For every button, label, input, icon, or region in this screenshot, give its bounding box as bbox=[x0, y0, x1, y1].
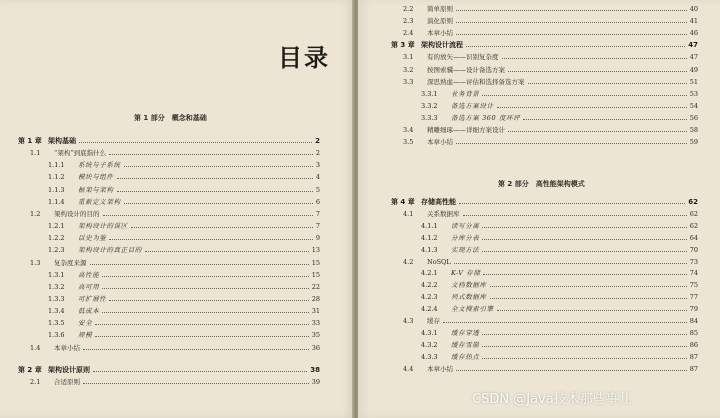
toc-entry-number: 3.3.1 bbox=[421, 89, 438, 98]
toc-entry-number: 1.2.2 bbox=[48, 234, 65, 243]
toc-entry-number: 第 1 章 bbox=[18, 137, 42, 145]
toc-entry-title: 本章小结 bbox=[427, 138, 453, 147]
toc-entry-number: 1.3.5 bbox=[48, 319, 65, 328]
toc-entry-title: 安全 bbox=[78, 319, 93, 328]
toc-entry-number: 1.3 bbox=[30, 258, 41, 267]
toc-page-number: 2 bbox=[315, 137, 320, 145]
toc-leader-dots bbox=[528, 83, 687, 84]
toc-entry-row bbox=[391, 292, 698, 302]
toc-leader-dots bbox=[109, 239, 312, 240]
toc-entry-number: 1.2 bbox=[30, 209, 41, 218]
toc-entry-title: 以史为鉴 bbox=[78, 234, 107, 243]
toc-page-number: 15 bbox=[311, 270, 320, 279]
toc-entry-number: 1.2.1 bbox=[48, 222, 65, 231]
toc-entry-title: 按图索骥——设计备选方案 bbox=[427, 65, 505, 74]
toc-entry-row bbox=[391, 77, 698, 87]
toc-page-number: 36 bbox=[311, 343, 320, 352]
toc-title: 目录 bbox=[278, 44, 330, 72]
toc-leader-dots bbox=[497, 107, 687, 108]
toc-leader-dots bbox=[483, 274, 686, 275]
csdn-watermark: CSDN @Java技术那些事儿 bbox=[472, 392, 632, 407]
toc-leader-dots bbox=[109, 154, 313, 155]
toc-entry-title: 架构基础 bbox=[48, 137, 76, 145]
toc-entry-row bbox=[391, 65, 698, 75]
toc-entry-number: 第 2 章 bbox=[18, 365, 42, 374]
toc-entry-number: 1.3.3 bbox=[48, 294, 65, 303]
toc-entry-row bbox=[18, 233, 320, 243]
toc-entry-row bbox=[18, 209, 320, 219]
toc-leader-dots bbox=[482, 227, 686, 228]
toc-page-number: 59 bbox=[689, 138, 698, 147]
toc-chapter-row bbox=[391, 197, 698, 207]
toc-entry-title: 规模 bbox=[78, 331, 93, 340]
toc-chapter-row bbox=[18, 365, 320, 375]
toc-entry-row bbox=[391, 268, 698, 278]
toc-entry-title: NoSQL bbox=[427, 257, 451, 266]
toc-entry-number: 4.2 bbox=[403, 257, 414, 266]
toc-entry-title: 深思熟虑——评估和选择备选方案 bbox=[427, 77, 525, 86]
toc-page-number: 15 bbox=[311, 258, 320, 267]
toc-entry-row bbox=[391, 245, 698, 255]
toc-leader-dots bbox=[456, 143, 687, 144]
toc-page-number: 62 bbox=[689, 209, 698, 218]
toc-entry-title: 存储高性能 bbox=[421, 198, 456, 206]
toc-entry-row bbox=[18, 306, 320, 316]
toc-leader-dots bbox=[490, 286, 687, 287]
toc-entry-number: 2.4 bbox=[403, 29, 414, 38]
toc-page-number: 58 bbox=[689, 126, 698, 134]
toc-page-number: 84 bbox=[689, 317, 698, 325]
toc-entry-number: 4.3.2 bbox=[421, 340, 438, 349]
toc-entry-row bbox=[18, 197, 320, 207]
toc-entry-row bbox=[391, 316, 698, 326]
toc-entry-number: 第 3 章 bbox=[391, 41, 415, 50]
toc-leader-dots bbox=[443, 322, 687, 323]
toc-entry-number: 3.2 bbox=[403, 65, 414, 74]
toc-entry-row bbox=[391, 89, 698, 99]
toc-leader-dots bbox=[482, 239, 686, 240]
toc-entry-number: 1.3.1 bbox=[48, 270, 65, 279]
toc-entry-title: 备选方案设计 bbox=[451, 101, 494, 110]
toc-page-number: 75 bbox=[689, 281, 698, 290]
toc-entry-row bbox=[18, 294, 320, 304]
toc-page-number: 28 bbox=[311, 294, 320, 303]
toc-entry-title: 可扩展性 bbox=[78, 294, 107, 303]
toc-entry-row bbox=[18, 221, 320, 231]
toc-entry-number: 4.2.4 bbox=[421, 305, 438, 314]
toc-entry-number: 3.3 bbox=[403, 77, 414, 86]
toc-leader-dots bbox=[90, 264, 309, 265]
toc-leader-dots bbox=[482, 358, 686, 359]
toc-page-number: 2 bbox=[315, 149, 320, 158]
toc-page-number: 62 bbox=[688, 198, 698, 206]
toc-page-number: 87 bbox=[689, 364, 698, 373]
toc-leader-dots bbox=[482, 334, 686, 335]
toc-leader-dots bbox=[95, 336, 309, 337]
toc-entry-title: 业务背景 bbox=[451, 89, 480, 98]
toc-page-number: 46 bbox=[689, 29, 698, 38]
toc-page-number: 31 bbox=[311, 307, 320, 316]
toc-page-number: 22 bbox=[311, 282, 320, 291]
toc-entry-row bbox=[391, 52, 698, 62]
toc-entry-number: 1.3.2 bbox=[48, 282, 65, 291]
part-heading: 第 1 部分 概念和基础 bbox=[134, 114, 207, 122]
toc-entry-number: 第 4 章 bbox=[391, 198, 415, 206]
toc-page-number: 86 bbox=[689, 340, 698, 349]
left-page bbox=[0, 0, 354, 418]
toc-entry-number: 4.4 bbox=[403, 364, 414, 373]
toc-entry-row bbox=[391, 28, 698, 38]
toc-entry-row bbox=[391, 101, 698, 111]
toc-entry-title: 架构设计的误区 bbox=[78, 222, 128, 231]
toc-leader-dots bbox=[456, 22, 687, 23]
toc-chapter-row bbox=[18, 136, 320, 146]
toc-leader-dots bbox=[109, 300, 308, 301]
toc-entry-row bbox=[18, 160, 320, 170]
toc-entry-row bbox=[391, 328, 698, 338]
toc-entry-number: 1.3.4 bbox=[48, 307, 65, 316]
toc-entry-title: 备选方案 360 度环评 bbox=[451, 113, 521, 122]
toc-leader-dots bbox=[102, 312, 308, 313]
toc-entry-row bbox=[18, 377, 320, 387]
toc-page-number: 54 bbox=[689, 101, 698, 110]
toc-entry-title: 缓存 bbox=[427, 317, 440, 325]
toc-leader-dots bbox=[490, 298, 687, 299]
toc-entry-title: 复杂度来源 bbox=[54, 258, 87, 267]
toc-entry-title: 本章小结 bbox=[427, 364, 453, 373]
toc-leader-dots bbox=[93, 371, 307, 372]
toc-leader-dots bbox=[83, 383, 309, 384]
toc-entry-number: 4.3.3 bbox=[421, 352, 438, 361]
toc-page-number: 13 bbox=[311, 246, 320, 255]
toc-entry-title: 精雕细琢——详细方案设计 bbox=[427, 126, 505, 134]
toc-entry-number: 1.1.4 bbox=[48, 197, 65, 206]
toc-leader-dots bbox=[523, 119, 686, 120]
toc-entry-number: 1.4 bbox=[30, 343, 41, 352]
toc-page-number: 4 bbox=[315, 173, 320, 182]
toc-page-number: 87 bbox=[689, 352, 698, 361]
toc-entry-row bbox=[18, 258, 320, 268]
toc-page-number: 51 bbox=[689, 77, 698, 86]
toc-leader-dots bbox=[102, 288, 308, 289]
toc-entry-title: 列式数据库 bbox=[451, 293, 487, 302]
toc-leader-dots bbox=[124, 166, 313, 167]
toc-page-number: 35 bbox=[311, 331, 320, 340]
toc-entry-number: 3.4 bbox=[403, 126, 414, 134]
toc-entry-row bbox=[391, 4, 698, 14]
toc-entry-number: 1.1.1 bbox=[48, 161, 65, 170]
toc-page-number: 7 bbox=[315, 222, 320, 231]
toc-leader-dots bbox=[508, 71, 687, 72]
toc-page-number: 70 bbox=[689, 245, 698, 254]
toc-entry-row bbox=[18, 245, 320, 255]
toc-entry-number: 3.3.3 bbox=[421, 113, 438, 122]
toc-entry-title: 文档数据库 bbox=[451, 281, 487, 290]
toc-entry-title: 简单原则 bbox=[427, 5, 453, 13]
toc-leader-dots bbox=[102, 276, 308, 277]
toc-leader-dots bbox=[459, 203, 685, 204]
toc-entry-title: 合适原则 bbox=[54, 377, 80, 386]
toc-entry-row bbox=[391, 257, 698, 267]
toc-entry-number: 4.2.3 bbox=[421, 293, 438, 302]
toc-entry-row bbox=[391, 221, 698, 231]
toc-entry-number: 1.2.3 bbox=[48, 246, 65, 255]
toc-page-number: 73 bbox=[689, 257, 698, 266]
toc-chapter-row bbox=[391, 40, 698, 50]
part-heading: 第 2 部分 高性能架构模式 bbox=[498, 180, 585, 188]
toc-page-number: 47 bbox=[689, 53, 698, 62]
toc-entry-number: 4.1.2 bbox=[421, 233, 438, 242]
toc-leader-dots bbox=[117, 178, 313, 179]
toc-page-number: 53 bbox=[689, 89, 698, 98]
toc-leader-dots bbox=[502, 58, 687, 59]
toc-entry-title: 架构设计的真正目的 bbox=[78, 246, 142, 255]
toc-entry-row bbox=[18, 330, 320, 340]
toc-page-number: 64 bbox=[689, 233, 698, 242]
toc-entry-row bbox=[18, 185, 320, 195]
toc-leader-dots bbox=[83, 349, 309, 350]
toc-entry-number: 2.1 bbox=[30, 377, 41, 386]
toc-entry-title: 全文搜索引擎 bbox=[451, 305, 494, 314]
toc-page-number: 5 bbox=[315, 185, 320, 194]
toc-leader-dots bbox=[456, 10, 687, 11]
toc-entry-title: 分库分表 bbox=[451, 233, 480, 242]
toc-entry-row bbox=[18, 343, 320, 353]
toc-leader-dots bbox=[482, 346, 686, 347]
toc-page-number: 79 bbox=[689, 305, 698, 314]
toc-leader-dots bbox=[508, 131, 687, 132]
toc-page-number: 6 bbox=[315, 197, 320, 206]
toc-entry-row bbox=[18, 270, 320, 280]
toc-entry-title: 低成本 bbox=[78, 307, 100, 316]
toc-entry-title: “架构”到底指什么 bbox=[54, 149, 107, 158]
toc-leader-dots bbox=[482, 95, 686, 96]
toc-entry-row bbox=[18, 172, 320, 182]
toc-entry-number: 1.3.6 bbox=[48, 331, 65, 340]
toc-entry-number: 3.5 bbox=[403, 138, 414, 147]
toc-entry-number: 1.1 bbox=[30, 149, 41, 158]
toc-entry-title: 架构设计的目的 bbox=[54, 209, 100, 218]
toc-entry-number: 3.3.2 bbox=[421, 101, 438, 110]
toc-entry-title: 重新定义架构 bbox=[78, 197, 121, 206]
toc-leader-dots bbox=[456, 370, 687, 371]
toc-entry-title: K-V 存储 bbox=[451, 269, 481, 278]
toc-entry-row bbox=[18, 282, 320, 292]
toc-page-number: 74 bbox=[689, 269, 698, 278]
toc-page-number: 49 bbox=[689, 65, 698, 74]
toc-entry-row bbox=[18, 318, 320, 328]
toc-page-number: 39 bbox=[311, 377, 320, 386]
toc-entry-row bbox=[391, 125, 698, 135]
toc-leader-dots bbox=[103, 215, 313, 216]
toc-leader-dots bbox=[79, 142, 312, 143]
toc-entry-row bbox=[18, 148, 320, 158]
toc-page-number: 9 bbox=[315, 234, 320, 243]
toc-leader-dots bbox=[124, 203, 313, 204]
toc-entry-title: 框架与架构 bbox=[78, 185, 114, 194]
toc-entry-row bbox=[391, 352, 698, 362]
toc-entry-number: 4.1.1 bbox=[421, 221, 438, 230]
toc-page-number: 62 bbox=[689, 221, 698, 230]
toc-leader-dots bbox=[482, 251, 686, 252]
toc-leader-dots bbox=[497, 310, 687, 311]
toc-entry-number: 4.1 bbox=[403, 209, 414, 218]
toc-entry-number: 4.2.2 bbox=[421, 281, 438, 290]
toc-leader-dots bbox=[131, 227, 313, 228]
right-page bbox=[358, 0, 720, 418]
toc-entry-row bbox=[391, 280, 698, 290]
toc-entry-title: 系统与子系统 bbox=[78, 161, 121, 170]
toc-leader-dots bbox=[456, 34, 687, 35]
toc-entry-title: 缓存穿透 bbox=[451, 328, 480, 337]
toc-page-number: 56 bbox=[689, 113, 698, 122]
toc-leader-dots bbox=[454, 263, 687, 264]
toc-page-number: 3 bbox=[315, 161, 320, 170]
toc-page-number: 85 bbox=[689, 328, 698, 337]
toc-entry-number: 2.3 bbox=[403, 17, 414, 26]
toc-entry-row bbox=[391, 364, 698, 374]
toc-entry-title: 读写分离 bbox=[451, 221, 480, 230]
toc-entry-title: 缓存雪崩 bbox=[451, 340, 480, 349]
toc-page-number: 33 bbox=[311, 319, 320, 328]
toc-leader-dots bbox=[463, 215, 687, 216]
toc-entry-row bbox=[391, 233, 698, 243]
toc-entry-number: 2.2 bbox=[403, 5, 414, 13]
toc-entry-title: 缓存热点 bbox=[451, 352, 480, 361]
toc-page-number: 38 bbox=[310, 365, 320, 374]
toc-entry-title: 模块与组件 bbox=[78, 173, 114, 182]
toc-entry-title: 有的放矢——识别复杂度 bbox=[427, 53, 499, 62]
toc-page-number: 40 bbox=[689, 5, 698, 13]
toc-entry-row bbox=[391, 340, 698, 350]
toc-entry-number: 4.3.1 bbox=[421, 328, 438, 337]
toc-page-number: 7 bbox=[315, 209, 320, 218]
toc-entry-title: 高性能 bbox=[78, 270, 100, 279]
toc-entry-title: 实现方法 bbox=[451, 245, 480, 254]
toc-entry-row bbox=[391, 304, 698, 314]
toc-leader-dots bbox=[95, 324, 309, 325]
toc-entry-number: 1.1.2 bbox=[48, 173, 65, 182]
toc-entry-number: 4.2.1 bbox=[421, 269, 438, 278]
toc-entry-title: 架构设计流程 bbox=[421, 41, 463, 50]
toc-entry-number: 4.1.3 bbox=[421, 245, 438, 254]
toc-entry-number: 4.3 bbox=[403, 317, 414, 325]
toc-entry-title: 高可用 bbox=[78, 282, 100, 291]
toc-entry-title: 演化原则 bbox=[427, 17, 453, 26]
toc-leader-dots bbox=[117, 191, 313, 192]
toc-entry-row bbox=[391, 16, 698, 26]
toc-page-number: 77 bbox=[689, 293, 698, 302]
toc-page-number: 47 bbox=[688, 41, 698, 50]
toc-entry-title: 架构设计原则 bbox=[48, 365, 90, 374]
toc-entry-number: 3.1 bbox=[403, 53, 414, 62]
toc-entry-row bbox=[391, 113, 698, 123]
toc-page-number: 41 bbox=[689, 17, 698, 26]
toc-entry-number: 1.1.3 bbox=[48, 185, 65, 194]
toc-entry-row bbox=[391, 209, 698, 219]
toc-entry-title: 本章小结 bbox=[54, 343, 80, 352]
toc-entry-title: 关系数据库 bbox=[427, 209, 460, 218]
toc-leader-dots bbox=[466, 46, 685, 47]
toc-entry-row bbox=[391, 137, 698, 147]
toc-leader-dots bbox=[145, 251, 309, 252]
toc-entry-title: 本章小结 bbox=[427, 29, 453, 38]
